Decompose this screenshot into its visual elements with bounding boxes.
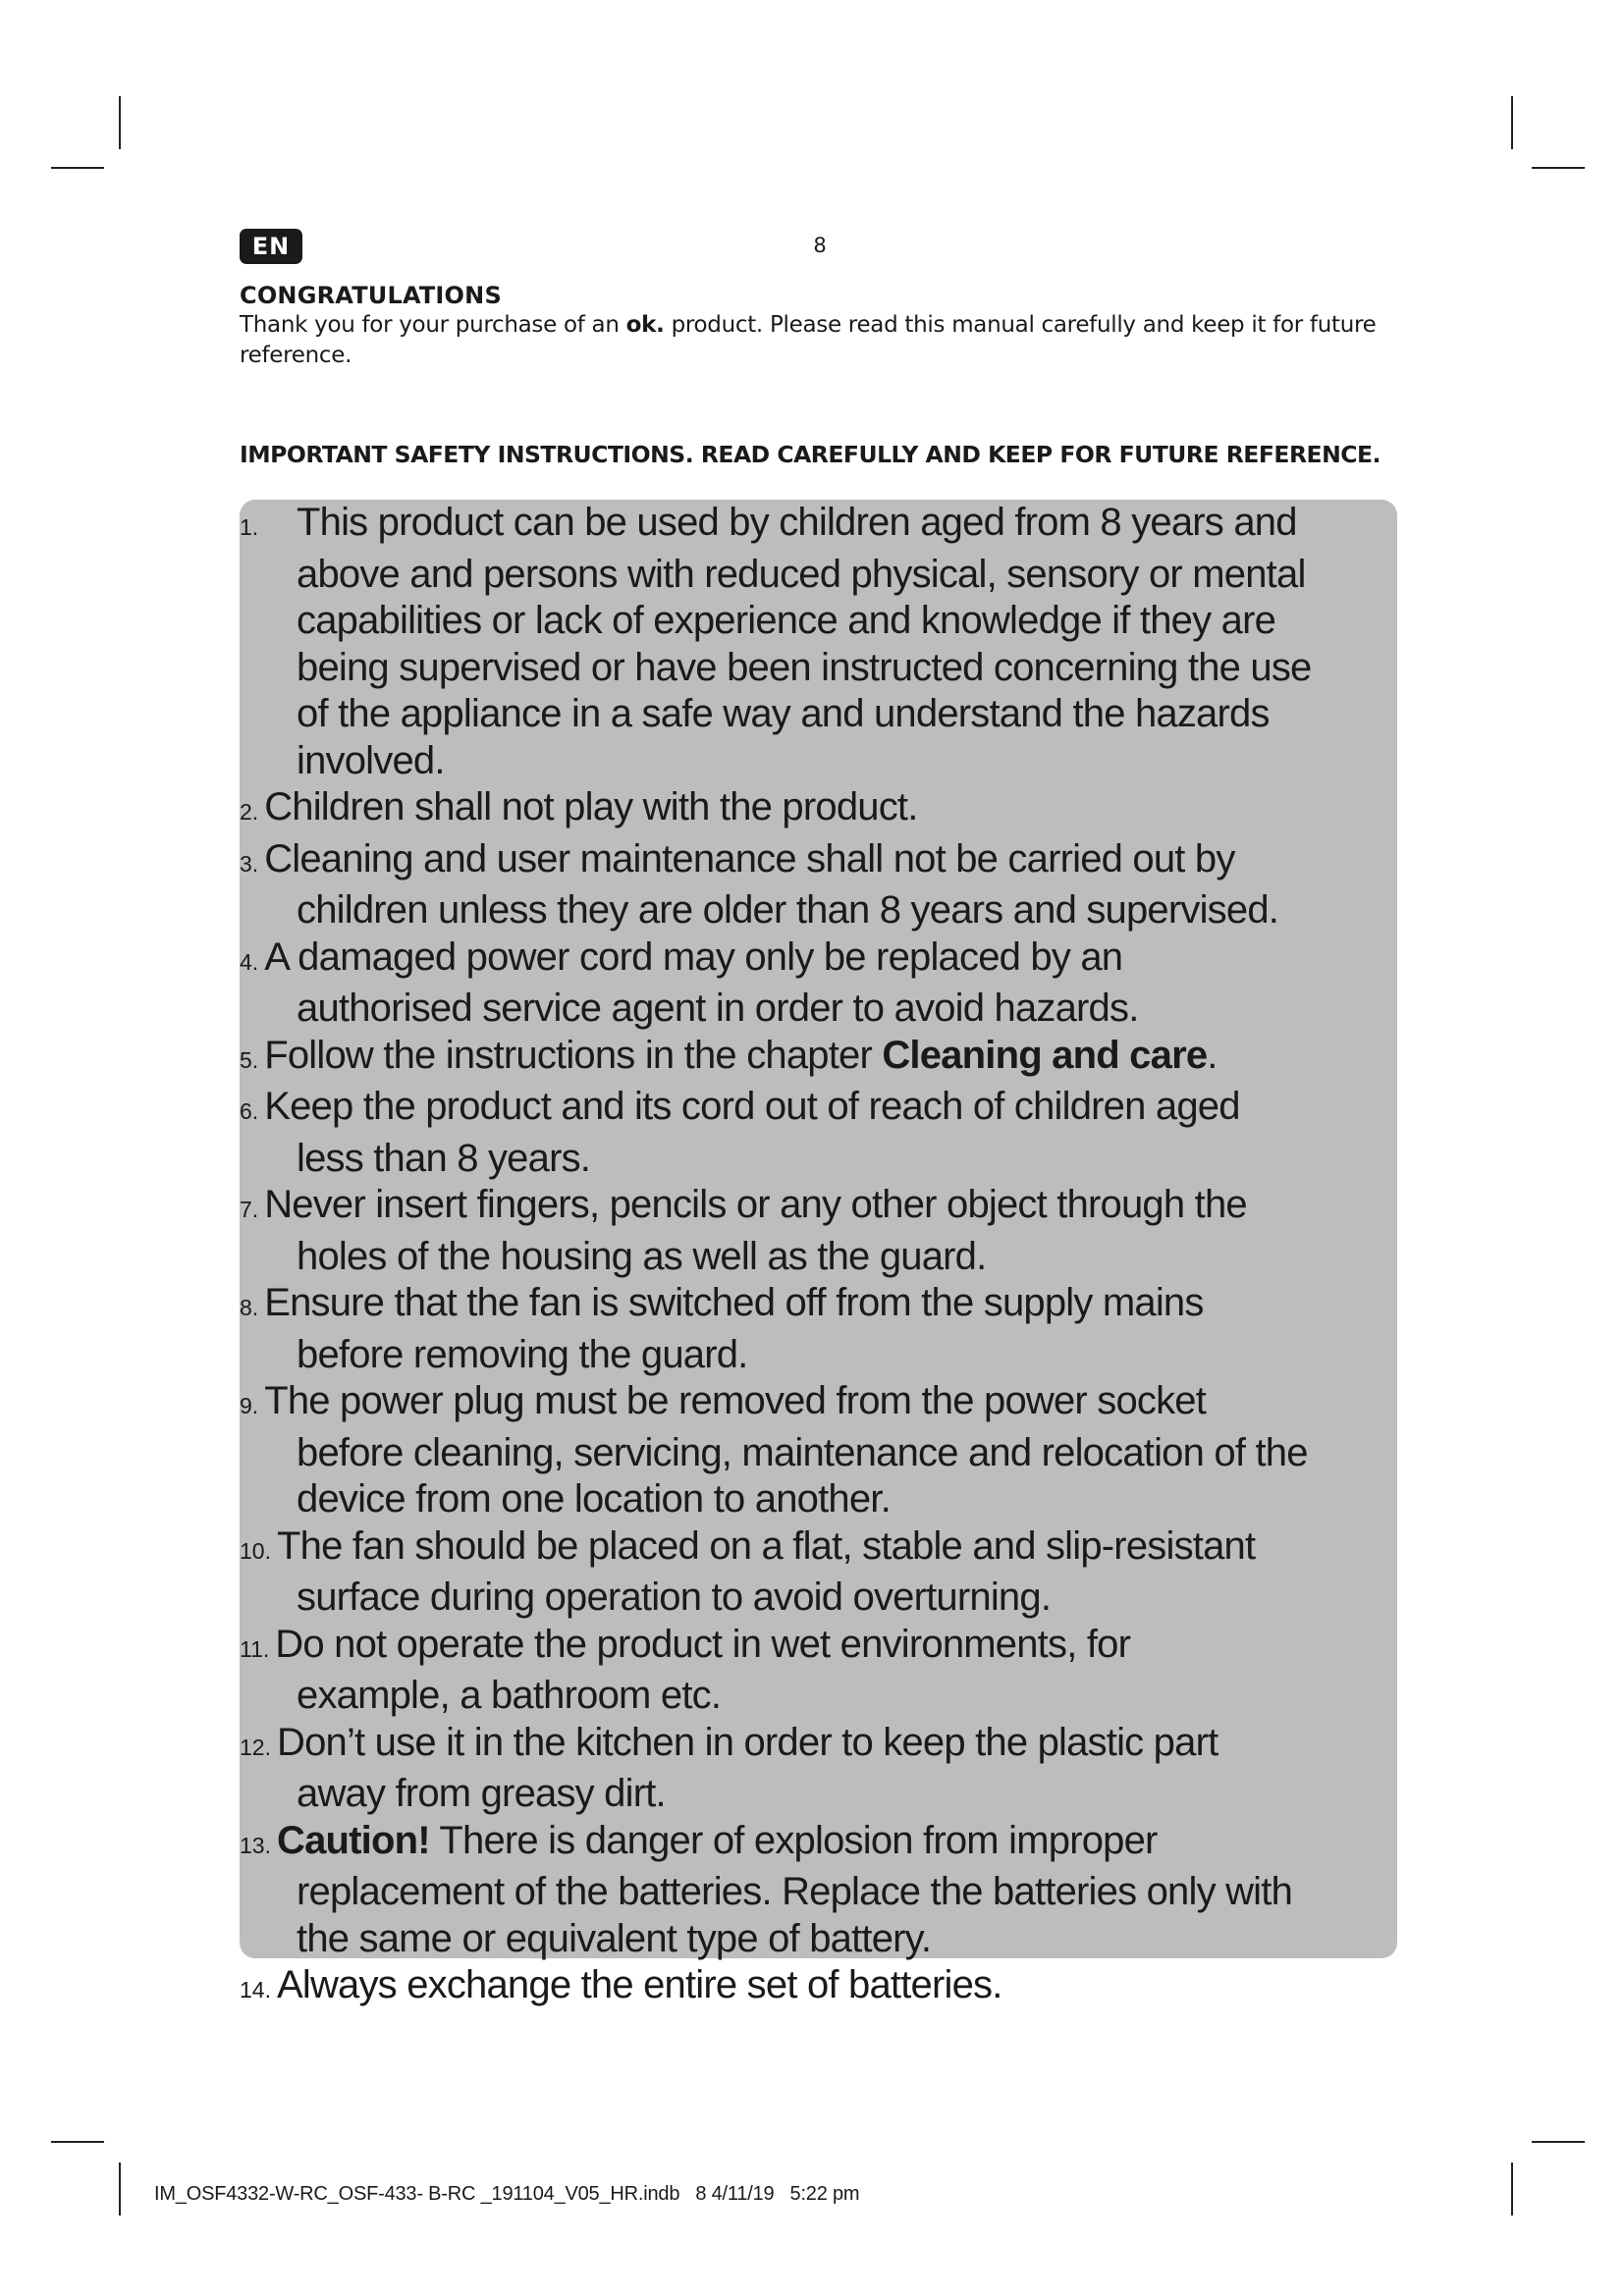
safety-item-line: surface during operation to avoid overturning. bbox=[297, 1575, 1052, 1619]
safety-item bbox=[240, 1622, 1418, 1720]
safety-item bbox=[240, 1182, 1418, 1280]
safety-item-emphasis: Cleaning and care bbox=[882, 1033, 1208, 1077]
safety-item-line: away from greasy dirt. bbox=[297, 1772, 666, 1815]
brand-name: ok. bbox=[625, 312, 665, 338]
safety-item-line: above and persons with reduced physical, sensory or mental bbox=[297, 552, 1306, 596]
print-file-info: IM_OSF4332-W-RC_OSF-433- B-RC _191104_V05_HR.indb 8 4/11/19 5:22 pm bbox=[154, 2183, 860, 2205]
congratulations-heading: CONGRATULATIONS bbox=[240, 282, 502, 309]
safety-item-line: involved. bbox=[297, 738, 445, 782]
safety-item-line: There is danger of explosion from improper bbox=[429, 1818, 1158, 1862]
page-number: 8 bbox=[813, 234, 827, 257]
safety-item-number: 11. bbox=[240, 1635, 270, 1662]
crop-mark bbox=[1511, 96, 1513, 149]
language-badge: EN bbox=[240, 229, 302, 264]
safety-item-number: 10. bbox=[240, 1537, 271, 1564]
safety-item-line: device from one location to another. bbox=[297, 1477, 891, 1521]
safety-item-line: Keep the product and its cord out of reach of children aged bbox=[264, 1085, 1240, 1128]
safety-item bbox=[240, 1720, 1418, 1818]
safety-item-number: 2. bbox=[240, 799, 259, 825]
intro-paragraph: Thank you for your purchase of an ok. product. Please read this manual carefully and keep it for future reference. bbox=[240, 312, 1377, 368]
safety-item-line: example, a bathroom etc. bbox=[297, 1674, 722, 1717]
safety-item-number: 1. bbox=[240, 514, 259, 540]
safety-item-line: before cleaning, servicing, maintenance and relocation of the bbox=[297, 1430, 1308, 1474]
safety-item-number: 5. bbox=[240, 1046, 259, 1073]
safety-item-line: A damaged power cord may only be replaced by an bbox=[264, 934, 1123, 979]
safety-item-line: being supervised or have been instructed concerning the use bbox=[297, 645, 1312, 689]
safety-item bbox=[240, 1818, 1418, 1963]
safety-item-line: This product can be used by children aged from 8 years and bbox=[297, 501, 1297, 544]
crop-mark bbox=[51, 2141, 104, 2143]
safety-item-line: before removing the guard. bbox=[297, 1332, 748, 1376]
safety-item-number: 14. bbox=[240, 1977, 271, 2002]
safety-item-number: 4. bbox=[240, 948, 259, 975]
safety-item bbox=[240, 836, 1418, 934]
safety-item-line: authorised service agent in order to avoid hazards. bbox=[297, 987, 1139, 1030]
safety-item-number: 6. bbox=[240, 1098, 259, 1124]
safety-item bbox=[240, 1378, 1418, 1523]
safety-item-number: 8. bbox=[240, 1295, 259, 1320]
safety-item bbox=[240, 1962, 1418, 2014]
safety-item-line: replacement of the batteries. Replace the batteries only with bbox=[297, 1870, 1293, 1913]
safety-item-line: Children shall not play with the product. bbox=[264, 785, 918, 828]
safety-item bbox=[240, 1280, 1418, 1378]
crop-mark bbox=[1511, 2163, 1513, 2216]
safety-item-number: 9. bbox=[240, 1393, 259, 1418]
safety-item-line: children unless they are older than 8 years and supervised. bbox=[297, 888, 1279, 932]
safety-item bbox=[240, 784, 1418, 836]
safety-item bbox=[240, 1084, 1418, 1182]
safety-item-emphasis: Caution! bbox=[276, 1818, 430, 1862]
safety-item-line: capabilities or lack of experience and knowledge if they are bbox=[297, 599, 1276, 642]
safety-item-line: less than 8 years. bbox=[297, 1136, 591, 1180]
crop-mark bbox=[119, 2163, 121, 2216]
safety-item-number: 13. bbox=[240, 1832, 271, 1858]
safety-item bbox=[240, 500, 1418, 784]
safety-instructions-heading: IMPORTANT SAFETY INSTRUCTIONS. READ CAREFULLY AND KEEP FOR FUTURE REFERENCE. bbox=[240, 441, 1381, 468]
safety-item-line: The fan should be placed on a flat, stable and slip-resistant bbox=[276, 1523, 1256, 1568]
safety-item-line: Do not operate the product in wet environments, for bbox=[275, 1622, 1131, 1666]
safety-item-number: 12. bbox=[240, 1734, 271, 1760]
crop-mark bbox=[51, 167, 104, 169]
safety-item-number: 7. bbox=[240, 1197, 259, 1222]
safety-instructions-list bbox=[240, 500, 1418, 2014]
crop-mark bbox=[1532, 167, 1585, 169]
safety-item-line: the same or equivalent type of battery. bbox=[297, 1916, 932, 1960]
safety-item-line: The power plug must be removed from the power socket bbox=[264, 1379, 1207, 1422]
safety-item bbox=[240, 1523, 1418, 1622]
safety-item-line: Ensure that the fan is switched off from the supply mains bbox=[264, 1281, 1204, 1324]
safety-item-line: Don’t use it in the kitchen in order to keep the plastic part bbox=[276, 1720, 1218, 1764]
safety-item-number: 3. bbox=[240, 850, 259, 877]
safety-item-line: Cleaning and user maintenance shall not be carried out by bbox=[264, 836, 1235, 881]
safety-item-line: of the appliance in a safe way and understand the hazards bbox=[297, 692, 1270, 735]
safety-item-line: holes of the housing as well as the guard. bbox=[297, 1234, 987, 1278]
safety-item-line: Never insert fingers, pencils or any other object through the bbox=[264, 1183, 1247, 1226]
safety-item: 5. Follow the instructions in the chapter Cleaning and care. bbox=[240, 1033, 1218, 1077]
safety-item bbox=[240, 934, 1418, 1033]
crop-mark bbox=[119, 96, 121, 149]
crop-mark bbox=[1532, 2141, 1585, 2143]
safety-item-line: Always exchange the entire set of batteries. bbox=[276, 1963, 1002, 2006]
